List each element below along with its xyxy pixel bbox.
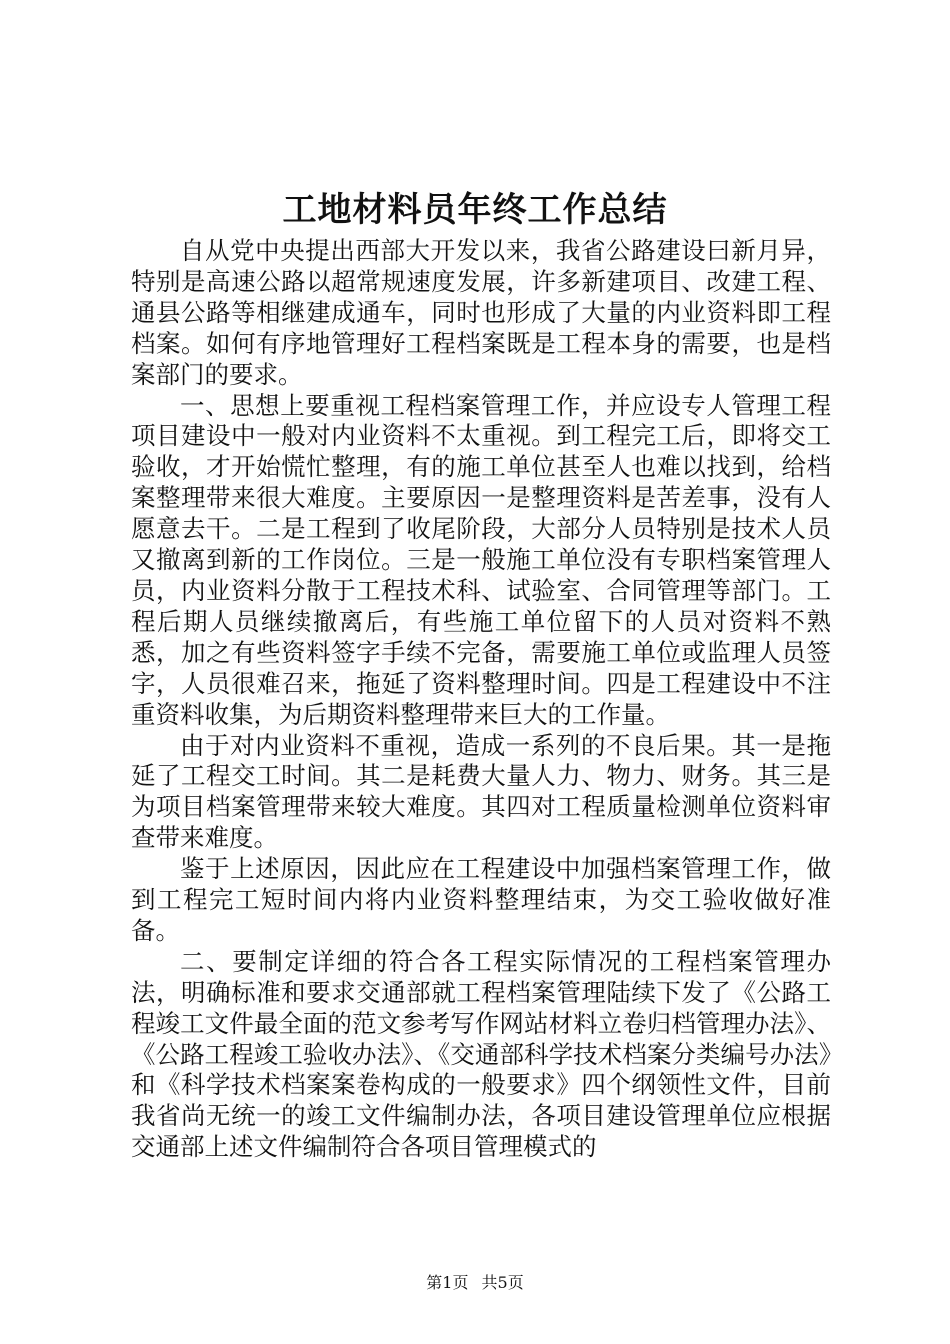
document-title: 工地材料员年终工作总结 bbox=[282, 190, 668, 230]
page-number: 第1页 bbox=[426, 1273, 469, 1292]
paragraph-consequences: 由于对内业资料不重视，造成一系列的不良后果。其一是拖延了工程交工时间。其二是耗费大量人力、物力、财务。其三是为项目档案管理带来较大难度。其四对工程质量检测单位资料审查带来难度。 bbox=[131, 730, 831, 853]
paragraph-section-one: 一、思想上要重视工程档案管理工作，并应设专人管理工程项目建设中一般对内业资料不太重视。到工程完工后，即将交工验收，才开始慌忙整理，有的施工单位甚至人也难以找到，给档案整理带来很大难度。主要原因一是整理资料是苦差事，没有人愿意去干。二是工程到了收尾阶段，大部分人员特别是技术人员又撤离到新的工作岗位。三是一般施工单位没有专职档案管理人员，内业资料分散于工程技术科、试验室、合同管理等部门。工程后期人员继续撤离后，有些施工单位留下的人员对资料不熟悉，加之有些资料签字手续不完备，需要施工单位或监理人员签字，人员很难召来，拖延了资料整理时间。四是工程建设中不注重资料收集，为后期资料整理带来巨大的工作量。 bbox=[131, 390, 831, 729]
paragraph-intro: 自从党中央提出西部大开发以来，我省公路建设曰新月异，特别是高速公路以超常规速度发展，许多新建项目、改建工程、通县公路等相继建成通车，同时也形成了大量的内业资料即工程档案。如何有序地管理好工程档案既是工程本身的需要，也是档案部门的要求。 bbox=[131, 236, 831, 389]
page-total: 共5页 bbox=[481, 1273, 524, 1292]
page-footer bbox=[0, 1272, 950, 1294]
document-body bbox=[131, 236, 831, 1163]
paragraph-conclusion: 鉴于上述原因，因此应在工程建设中加强档案管理工作，做到工程完工短时间内将内业资料整理结束，为交工验收做好准备。 bbox=[131, 854, 831, 945]
paragraph-section-two: 二、要制定详细的符合各工程实际情况的工程档案管理办法，明确标准和要求交通部就工程档案管理陆续下发了《公路工程竣工文件最全面的范文参考写作网站材料立卷归档管理办法》、《公路工程竣工验收办法》、《交通部科学技术档案分类编号办法》和《科学技术档案案卷构成的一般要求》四个纲领性文件，目前我省尚无统一的竣工文件编制办法，各项目建设管理单位应根据交通部上述文件编制符合各项目管理模式的 bbox=[131, 946, 831, 1162]
